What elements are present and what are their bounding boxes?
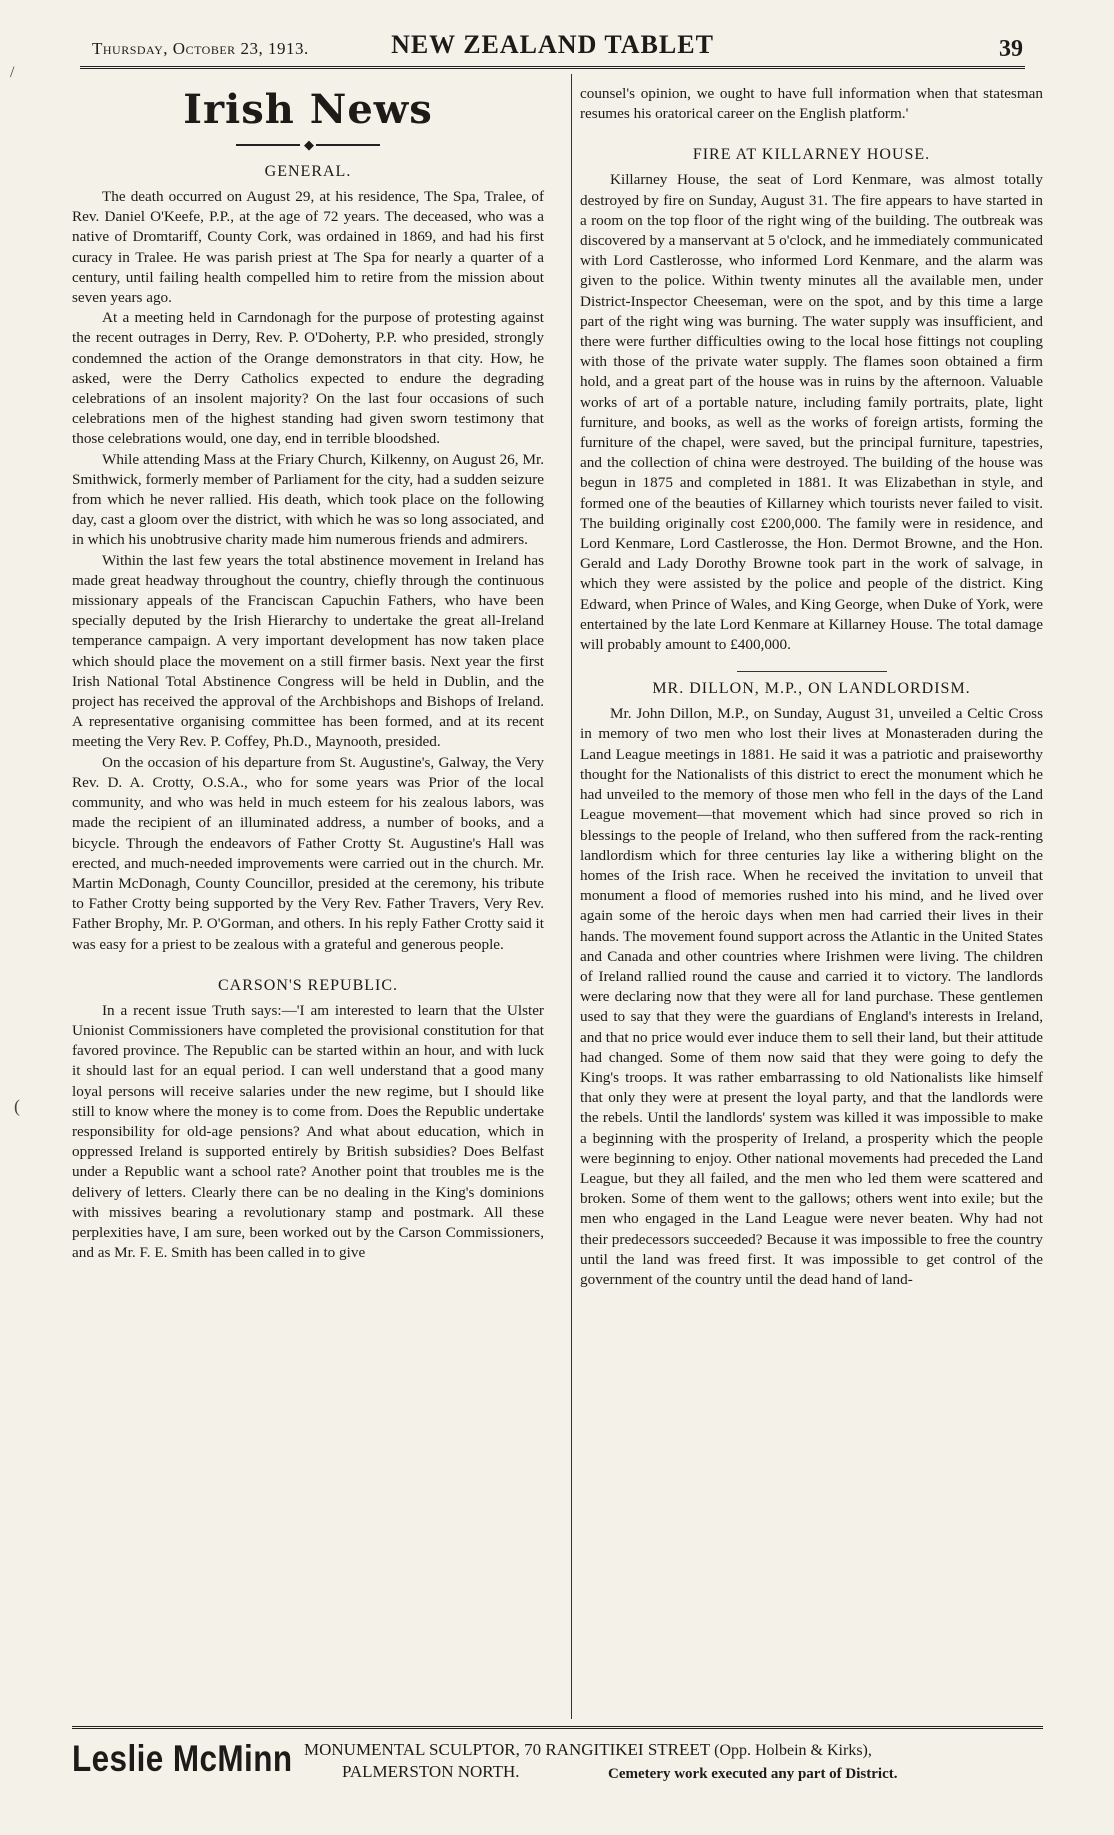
continuation-paragraph: counsel's opinion, we ought to have full information when that statesman resumes his oratorical career on the English platform.' <box>580 85 1043 123</box>
publication-title: NEW ZEALAND TABLET <box>391 30 714 59</box>
ornament-rule <box>72 137 544 153</box>
issue-date: Thursday, October 23, 1913. <box>92 39 309 58</box>
advert-rule <box>72 1726 1043 1729</box>
general-paragraph-5: On the occasion of his departure from St. Augustine's, Galway, the Very Rev. D. A. Crotty, O.S.A., who for some years was Prior of the local community, and who was held in much esteem for his zealous labors, was made the recipient of an illuminated address, a number of books, and a bicycle. Through the endeavors of Father Crotty St. Augustine's Hall was erected, and much-needed improvements were carried out in the church. Mr. Martin McDonagh, County Councillor, presided at the ceremony, his tribute to Father Crotty being supported by the Very Rev. Father Travers, Very Rev. Father Brophy, Mr. P. O'Gorman, and others. In his reply Father Crotty said it was easy for a priest to be zealous with a grateful and generous people. <box>72 753 544 953</box>
general-paragraph-3: While attending Mass at the Friary Church, Kilkenny, on August 26, Mr. Smithwick, formerly member of Parliament for the city, had a sudden seizure from which he never rallied. His death, which took place on the following day, cast a gloom over the district, with which he was so long associated, and in which his unobtrusive charity made him numerous friends and admirers. <box>72 450 544 549</box>
masthead <box>80 30 1025 66</box>
masthead-rule <box>80 66 1025 69</box>
general-paragraph-4: Within the last few years the total abstinence movement in Ireland has made great headway throughout the country, chiefly through the continuous missionary appeals of the Franciscan Capuchin Fathers, who have been specially deputed by the Irish Hierarchy to undertake the great all-Ireland temperance campaign. A very important development has now taken place which should place the movement on a still firmer basis. Next year the first Irish National Total Abstinence Congress will be held in Dublin, and the project has received the approval of the Archbishops and Bishops of Ireland. A representative organising committee has been formed, and at its recent meeting the Very Rev. P. Coffey, Ph.D., Maynooth, presided. <box>72 551 544 751</box>
section-divider <box>737 671 887 672</box>
general-heading: GENERAL. <box>264 163 352 180</box>
advert-address-main: MONUMENTAL SCULPTOR, 70 RANGITIKEI STREET <box>304 1740 710 1759</box>
left-column <box>72 84 544 1263</box>
page-number: 39 <box>999 36 1023 62</box>
general-paragraph-1: The death occurred on August 29, at his residence, The Spa, Tralee, of Rev. Daniel O'Keefe, P.P., at the age of 72 years. The deceased, who was a native of Dromtariff, County Cork, was ordained in 1869, and had his first curacy in Tralee. He was parish priest at The Spa for nearly a quarter of a century, until failing health compelled him to retire from the mission about seven years ago. <box>72 188 544 307</box>
margin-mark-middle: ( <box>14 1096 20 1116</box>
diamond-icon: ◆ <box>304 137 312 153</box>
dillon-paragraph: Mr. John Dillon, M.P., on Sunday, August 31, unveiled a Celtic Cross in memory of two men who lost their lives at Monasteraden during the Land League meetings in 1881. He said it was a patriotic and praiseworthy thought for the Nationalists of this district to erect the monument which he had unveiled to the memory of those men who fell in the days of the Land League movement—that movement which had since proved so rich in blessings to the people of Ireland, who then suffered from the rack-renting landlordism which for three centuries lay like a withering blight on the homes of the Irish race. When he received the invitation to unveil that monument a flood of memories rushed into his mind, and he lived over again some of the heroic days when men had carried their lives in their hands. The movement found support across the Atlantic in the United States and Canada and other countries where Irishmen were living. The children of Ireland rallied round the cause and carried it to victory. The landlords were declaring now that they were all for land purchase. These gentlemen used to say that they were the guardians of England's interests in Ireland, and that no price would ever induce them to sell their land, but their attitude had changed. Some of them now said that they were going to defy the King's troops. It was rather embarrassing to old Nationalists like himself that only they were at present the loyal party, and that the landlords were the rebels. Until the landlords' system was killed it was impossible to make a beginning with the prosperity of Ireland, a prosperity which the people were beginning to enjoy. Other national movements had preceded the Land League, but they all failed, and the men who led them were scattered and broken. Some of them went to the gallows; others went into exile; but the men who engaged in the Land League were never beaten. Why had not their predecessors succeeded? Because it was impossible to free the country until the land was freed first. It was impossible to get control of the government of the country until the dead hand of land- <box>580 705 1043 1288</box>
fire-heading: FIRE AT KILLARNEY HOUSE. <box>692 146 931 164</box>
carson-paragraph: In a recent issue Truth says:—'I am interested to learn that the Ulster Unionist Commissioners have completed the provisional constitution for that favored province. The Republic can be started within an hour, and with luck it should last for an equal period. I can well understand that a good many loyal persons will receive salaries under the new regime, but I should like still to know where the money is to come from. Does the Republic undertake responsibility for old-age pensions? And what about education, which in oppressed Ireland is supported entirely by British subsidies? Does Belfast under a Republic want a school rate? Another point that troubles me is the delivery of letters. Clearly there can be no dealing in the King's dominions with missives bearing a revolutionary stamp and postmark. All these perplexities have, I am sure, been worked out by the Carson Commissioners, and as Mr. F. E. Smith has been called in to give <box>72 1001 544 1262</box>
column-divider <box>571 74 572 1719</box>
dillon-heading: MR. DILLON, M.P., ON LANDLORDISM. <box>652 680 971 698</box>
advert-name: Leslie McMinn <box>72 1738 293 1779</box>
right-column <box>580 84 1043 1290</box>
general-paragraph-2: At a meeting held in Carndonagh for the purpose of protesting against the recent outrages in Derry, Rev. P. O'Doherty, P.P. who presided, strongly condemned the action of the Orange demonstrators in that city. How, he asked, were the Derry Catholics expected to endure the degrading celebrations of an insolent majority? On the last four occasions of such celebrations men of the highest standing had given sworn testimony that those celebrations would, one day, end in terrible bloodshed. <box>72 309 544 448</box>
section-title: Irish News <box>183 86 433 133</box>
advert-address <box>304 1740 872 1760</box>
advert-address-note: (Opp. Holbein & Kirks), <box>714 1742 872 1759</box>
advertisement <box>72 1738 1043 1798</box>
carson-heading: CARSON'S REPUBLIC. <box>217 976 399 994</box>
advert-town: PALMERSTON NORTH. <box>342 1762 520 1781</box>
advert-tagline: Cemetery work executed any part of District. <box>608 1766 898 1782</box>
fire-paragraph: Killarney House, the seat of Lord Kenmare, was almost totally destroyed by fire on Sunday, August 31. The fire appears to have started in a room on the top floor of the right wing of the building. The outbreak was discovered by a manservant at 5 o'clock, and he immediately communicated with Lord Castlerosse, who informed Lord Kenmare, and the alarm was given to the police. Within twenty minutes all the available men, under District-Inspector Cheeseman, were on the spot, and by this time a large part of the right wing was burning. The water supply was insufficient, and there were further difficulties owing to the local hose fittings not coupling with those of the private water supply. The flames soon obtained a firm hold, and a great part of the house was in ruins by the afternoon. Valuable works of art of a portable nature, including family portraits, plate, light furniture, and books, as well as the works of foreign artists, forming the furniture of the chapel, were saved, but the principal furniture, tapestries, and the collection of china were destroyed. The building of the house was begun in 1875 and completed in 1881. It was Elizabethan in style, and formed one of the beauties of Killarney which tourists never failed to visit. The building originally cost £200,000. The family were in residence, and Lord Kenmare, Lord Castlerosse, the Hon. Dermot Browne, and the Hon. Gerald and Lady Dorothy Browne took part in the work of salvage, in which they were assisted by the police and people of the district. King Edward, when Prince of Wales, and King George, when Duke of York, were entertained by the late Lord Kenmare at Killarney House. The total damage will probably amount to £400,000. <box>580 171 1043 654</box>
margin-mark-top: / <box>10 64 15 81</box>
